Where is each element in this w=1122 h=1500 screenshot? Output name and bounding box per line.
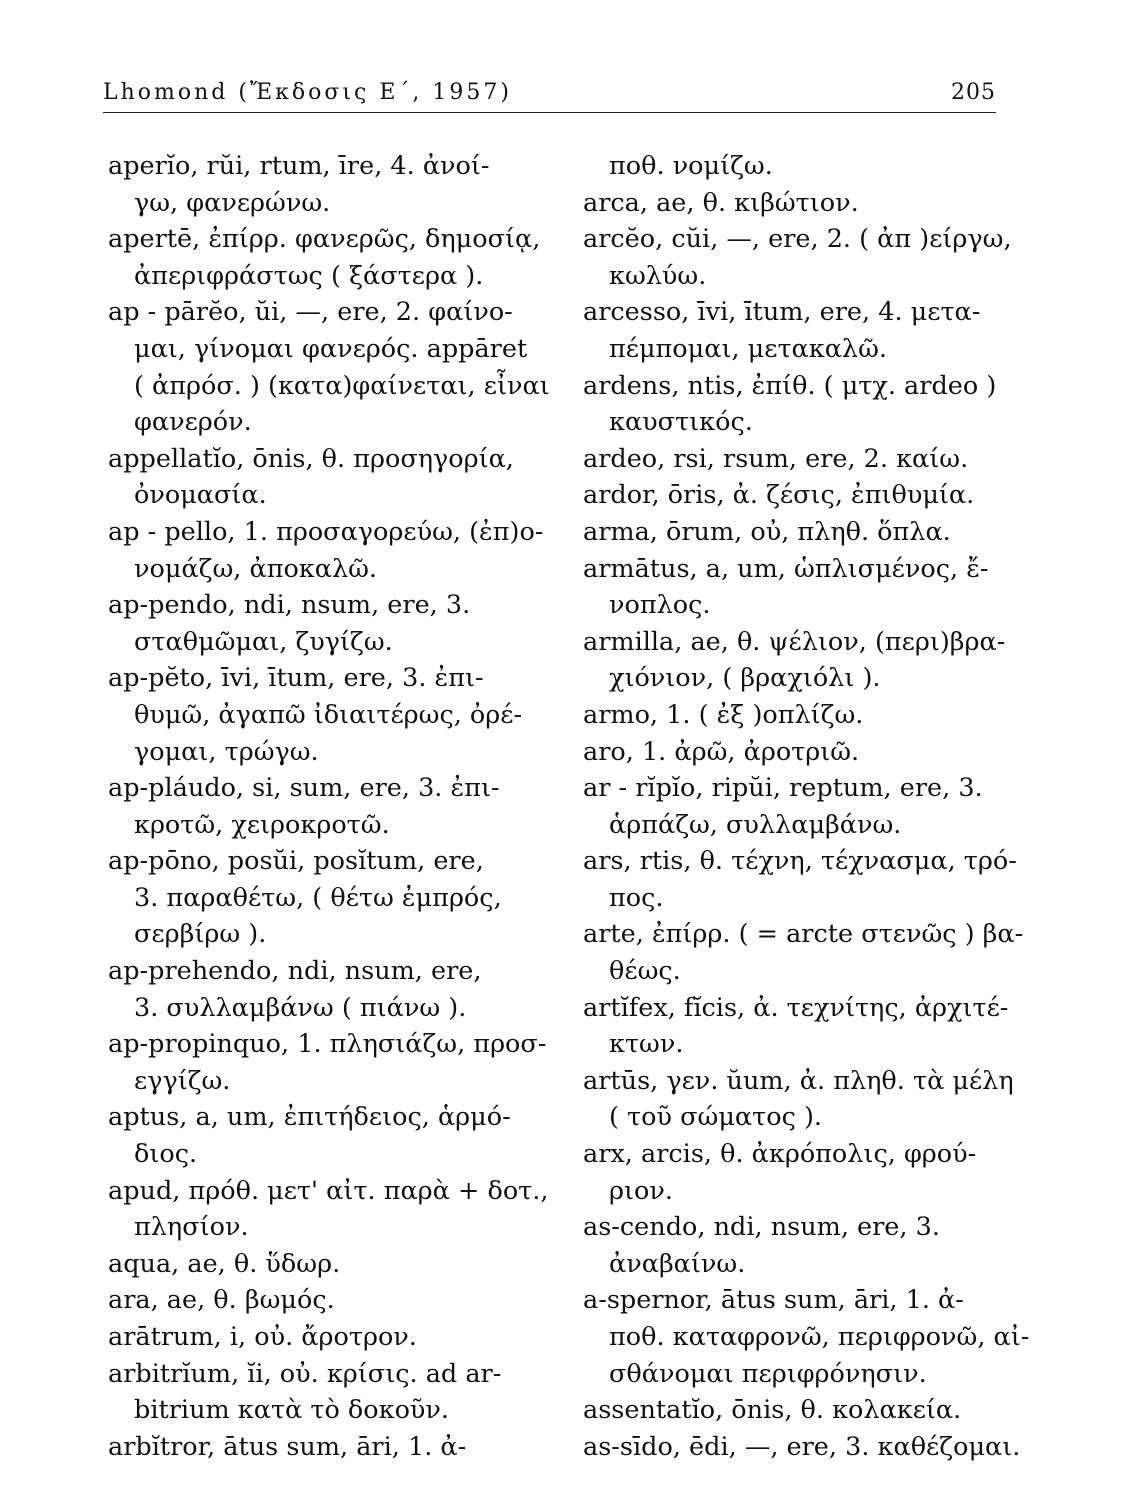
entry-continuation-line: κροτῶ, χειροκροτῶ. (134, 809, 390, 840)
entry-continuation-line: ἀναβαίνω. (609, 1248, 746, 1279)
entry-headword-line: ardeo, rsi, rsum, ere, 2. καίω. (583, 443, 969, 474)
entry-continuation-line: καυστικός. (609, 407, 753, 438)
entry-headword-line: arātrum, i, οὐ. ἄροτρον. (108, 1322, 417, 1352)
entry-continuation-line: ( τοῦ σώματος ). (609, 1102, 823, 1133)
entry-continuation-line: πος. (609, 882, 664, 913)
entry-headword-line: artĭfex, fĭcis, ἀ. τεχνίτης, ἀρχιτέ- (583, 992, 1009, 1023)
entry-headword-line: artūs, γεν. ŭum, ἀ. πληθ. τὰ μέλη (583, 1065, 1014, 1096)
entry-continuation-line: ( ἀπρόσ. ) (κατα)φαίνεται, εἶναι (134, 370, 550, 401)
entry-headword-line: armātus, a, um, ὡπλισμένος, ἔ- (583, 553, 989, 584)
entry-continuation-line: σθάνομαι περιφρόνησιν. (609, 1358, 927, 1389)
entry-continuation-line: σερβίρω ). (134, 919, 267, 950)
entry-continuation-line: νομάζω, ἀποκαλῶ. (134, 553, 378, 584)
entry-headword-line: ardens, ntis, ἐπίθ. ( μτχ. ardeo ) (583, 370, 997, 401)
entry-continuation-line: σταθμῶμαι, ζυγίζω. (134, 626, 393, 657)
left-column (108, 148, 548, 1465)
entry-continuation-line: πλησίον. (134, 1212, 249, 1243)
entry-headword-line: a-spernor, ātus sum, āri, 1. ἀ- (583, 1285, 964, 1316)
entry-headword-line: armo, 1. ( ἐξ )οπλίζω. (583, 699, 864, 730)
entry-continuation-line: ριον. (609, 1175, 673, 1206)
page-number: 205 (951, 80, 996, 105)
running-title: Lhomond (Ἔκδοσις Ε΄, 1957) (103, 80, 512, 105)
entry-headword-line: ap-pendo, ndi, nsum, ere, 3. (108, 590, 471, 621)
entry-headword-line: ap - pello, 1. προσαγορεύω, (ἐπ)ο- (108, 516, 544, 547)
entry-headword-line: arx, arcis, θ. ἀκρόπολις, φρού- (583, 1139, 977, 1170)
entry-continuation-line: μαι, γίνομαι φανερός. appāret (134, 333, 528, 364)
entry-continuation-line: ἀπεριφράστως ( ξάστερα ). (134, 260, 484, 291)
entry-headword-line: ap - pārĕo, ŭi, —, ere, 2. φαίνο- (108, 297, 513, 328)
entry-continuation-line: 3. παραθέτω, ( θέτω ἐμπρός, (134, 882, 502, 913)
entry-continuation-line: ποθ. καταφρονῶ, περιφρονῶ, αἰ- (609, 1322, 1030, 1352)
entry-continuation-line: διος. (134, 1139, 198, 1170)
entry-headword-line: ap-prehendo, ndi, nsum, ere, (108, 956, 482, 987)
entry-continuation-line: bitrium κατὰ τὸ δοκοῦν. (134, 1395, 450, 1426)
entry-headword-line: assentatĭo, ōnis, θ. κολακεία. (583, 1395, 962, 1426)
entry-headword-line: ardor, ōris, ἀ. ζέσις, ἐπιθυμία. (583, 480, 975, 511)
entry-continuation-line: πέμπομαι, μετακαλῶ. (609, 333, 887, 364)
entry-headword-line: arbĭtror, ātus sum, āri, 1. ἀ- (108, 1431, 467, 1462)
entry-continuation-line: 3. συλλαμβάνω ( πιάνω ). (134, 992, 467, 1023)
running-header (103, 78, 996, 113)
entry-headword-line: armilla, ae, θ. ψέλιον, (περι)βρα- (583, 626, 1006, 657)
entry-headword-line: ara, ae, θ. βωμός. (108, 1285, 335, 1316)
entry-headword-line: ap-pōno, posŭi, posĭtum, ere, (108, 846, 484, 877)
entry-headword-line: as-sīdo, ēdi, —, ere, 3. καθέζομαι. (583, 1431, 1021, 1462)
entry-headword-line: apud, πρόθ. μετ' αἰτ. παρὰ + δοτ., (108, 1175, 549, 1206)
entry-continuation-line: χιόνιον, ( βραχιόλι ). (609, 663, 881, 694)
entry-continuation-line: θυμῶ, ἀγαπῶ ἰδιαιτέρως, ὀρέ- (134, 699, 523, 730)
entry-headword-line: ap-pláudo, si, sum, ere, 3. ἐπι- (108, 773, 500, 804)
entry-headword-line: arbitrĭum, ĭi, οὐ. κρίσις. ad ar- (108, 1358, 502, 1389)
entry-headword-line: ap-pĕto, īvi, ītum, ere, 3. ἐπι- (108, 663, 484, 694)
entry-headword-line: appellatĭo, ōnis, θ. προσηγορία, (108, 443, 514, 474)
entry-headword-line: aqua, ae, θ. ὕδωρ. (108, 1248, 341, 1279)
entry-headword-line: arcesso, īvi, ītum, ere, 4. μετα- (583, 297, 981, 328)
entry-headword-line: arma, ōrum, οὐ, πληθ. ὅπλα. (583, 516, 951, 547)
entry-headword-line: ap-propinquo, 1. πλησιάζω, προσ- (108, 1029, 547, 1060)
entry-headword-line: arca, ae, θ. κιβώτιον. (583, 187, 859, 218)
entry-continuation-line: κτων. (609, 1029, 684, 1060)
entry-headword-line: aperĭo, rŭi, rtum, īre, 4. ἀνοί- (108, 151, 490, 181)
entry-continuation-line: γω, φανερώνω. (134, 187, 331, 218)
entry-continuation-line: θέως. (609, 956, 681, 987)
entry-continuation-line: ἁρπάζω, συλλαμβάνω. (609, 809, 902, 840)
entry-headword-line: as-cendo, ndi, nsum, ere, 3. (583, 1212, 940, 1243)
entry-continuation-line: κωλύω. (609, 260, 707, 291)
entry-continuation-line: ὀνομασία. (134, 480, 267, 511)
entry-headword-line: arcĕo, cŭi, —, ere, 2. ( ἀπ )είργω, (583, 224, 1012, 255)
entry-headword-line: aro, 1. ἀρῶ, ἀροτριῶ. (583, 736, 860, 767)
entry-continuation-line: φανερόν. (134, 407, 252, 438)
entry-continuation-line: νοπλος. (609, 590, 711, 621)
entry-headword-line: apertē, ἐπίρρ. φανερῶς, δημοσίᾳ, (108, 224, 541, 255)
entry-headword-line: ar - rĭpĭo, ripŭi, reptum, ere, 3. (583, 773, 983, 804)
entry-continuation-line: εγγίζω. (134, 1065, 231, 1096)
entry-headword-line: aptus, a, um, ἐπιτήδειος, ἁρμό- (108, 1102, 511, 1133)
entry-headword-line: ars, rtis, θ. τέχνη, τέχνασμα, τρό- (583, 846, 1017, 877)
right-column (583, 148, 1030, 1465)
entry-headword-line: arte, ἐπίρρ. ( = arcte στενῶς ) βα- (583, 919, 1024, 950)
entry-continuation-line: γομαι, τρώγω. (134, 736, 319, 767)
entry-continuation-line: ποθ. νομίζω. (609, 151, 773, 181)
